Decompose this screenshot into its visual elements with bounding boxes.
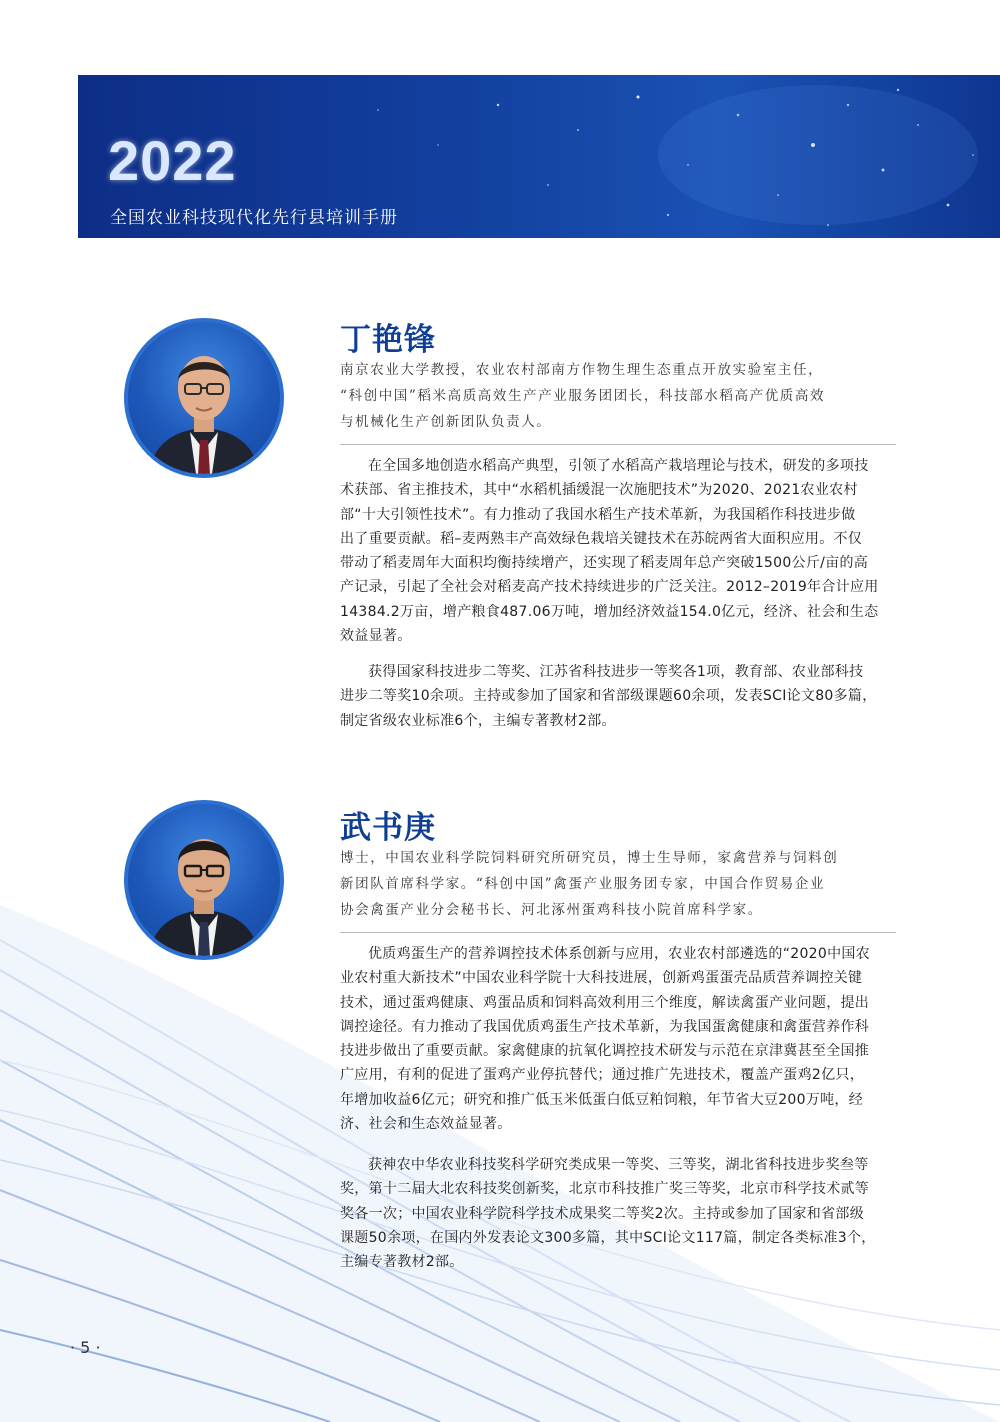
profile-titles (340, 845, 906, 923)
text-line: 技术，通过蛋鸡健康、鸡蛋品质和饲料高效利用三个维度，解读禽蛋产业问题，提出 (340, 994, 870, 1011)
text-line: 课题50余项，在国内外发表论文300多篇，其中SCI论文117篇，制定各类标准3个， (340, 1229, 876, 1246)
text-line: 优质鸡蛋生产的营养调控技术体系创新与应用，农业农村部遴选的“2020中国农 (368, 946, 870, 962)
section-divider (340, 932, 896, 933)
text-line: 效益显著。 (340, 628, 412, 645)
banner-year: 2022 (108, 129, 237, 192)
text-line: 带动了稻麦周年大面积均衡持续增产，还实现了稻麦周年总产突破1500公斤/亩的高 (340, 555, 869, 572)
achievement-paragraph (340, 454, 910, 648)
title-line: 新团队首席科学家。“科创中国”禽蛋产业服务团专家，中国合作贸易企业 (340, 876, 826, 892)
person-portrait-icon (128, 322, 280, 474)
profile-name: 武书庚 (340, 810, 436, 846)
text-line: 奖，第十二届大北农科技奖创新奖，北京市科技推广奖三等奖，北京市科学技术贰等 (340, 1181, 870, 1198)
profile-titles (340, 357, 906, 435)
text-line: 术获部、省主推技术，其中“水稻机插缓混一次施肥技术”为2020、2021农业农村 (340, 482, 858, 499)
title-line: “科创中国”稻米高质高效生产产业服务团团长，科技部水稻高产优质高效 (340, 388, 826, 404)
title-line: 协会禽蛋产业分会秘书长、河北涿州蛋鸡科技小院首席科学家。 (340, 902, 763, 918)
text-line: 产记录，引起了全社会对稻麦高产技术持续进步的广泛关注。2012–2019年合计应用 (340, 579, 879, 596)
text-line: 年增加收益6亿元；研究和推广低玉米低蛋白低豆粕饲粮，年节省大豆200万吨，经 (340, 1091, 864, 1108)
text-line: 14384.2万亩，增产粮食487.06万吨，增加经济效益154.0亿元，经济、社会和生态 (340, 603, 879, 620)
header-banner (78, 75, 1000, 238)
text-line: 获神农中华农业科技奖科学研究类成果一等奖、三等奖，湖北省科技进步奖叁等 (368, 1157, 869, 1173)
profile-name: 丁艳锋 (340, 322, 436, 358)
text-line: 出了重要贡献。稻–麦两熟丰产高效绿色栽培关键技术在苏皖两省大面积应用。不仅 (340, 530, 863, 547)
banner-subtitle: 全国农业科技现代化先行县培训手册 (110, 208, 398, 228)
portrait-photo (124, 318, 284, 478)
portrait-photo (124, 800, 284, 960)
title-line: 南京农业大学教授，农业农村部南方作物生理生态重点开放实验室主任， (340, 362, 824, 378)
title-line: 与机械化生产创新团队负责人。 (340, 414, 552, 430)
text-line: 业农村重大新技术”中国农业科学院十大科技进展，创新鸡蛋蛋壳品质营养调控关键 (340, 970, 863, 987)
person-portrait-icon (128, 804, 280, 956)
achievement-paragraph (340, 942, 910, 1136)
awards-paragraph (340, 660, 910, 733)
text-line: 制定省级农业标准6个，主编专著教材2部。 (340, 712, 616, 729)
text-line: 在全国多地创造水稻高产典型，引领了水稻高产栽培理论与技术，研发的多项技 (368, 458, 869, 474)
text-line: 技进步做出了重要贡献。家禽健康的抗氧化调控技术研发与示范在京津冀甚至全国推 (340, 1043, 870, 1060)
text-line: 主编专著教材2部。 (340, 1254, 464, 1271)
text-line: 获得国家科技进步二等奖、江苏省科技进步一等奖各1项，教育部、农业部科技 (368, 664, 864, 680)
text-line: 部“十大引领性技术”。有力推动了我国水稻生产技术革新，为我国稻作科技进步做 (340, 506, 856, 523)
page-number: · 5 · (70, 1338, 101, 1357)
awards-paragraph (340, 1153, 910, 1274)
section-divider (340, 444, 896, 445)
title-line: 博士，中国农业科学院饲料研究所研究员，博士生导师，家禽营养与饲料创 (340, 850, 839, 866)
text-line: 奖各一次；中国农业科学院科学技术成果奖二等奖2次。主持或参加了国家和省部级 (340, 1205, 865, 1222)
text-line: 广应用，有利的促进了蛋鸡产业停抗替代；通过推广先进技术，覆盖产蛋鸡2亿只， (340, 1067, 865, 1084)
text-line: 济、社会和生态效益显著。 (340, 1116, 512, 1133)
text-line: 调控途径。有力推动了我国优质鸡蛋生产技术革新，为我国蛋禽健康和禽蛋营养作科 (340, 1018, 870, 1035)
text-line: 进步二等奖10余项。主持或参加了国家和省部级课题60余项，发表SCI论文80多篇， (340, 688, 877, 705)
